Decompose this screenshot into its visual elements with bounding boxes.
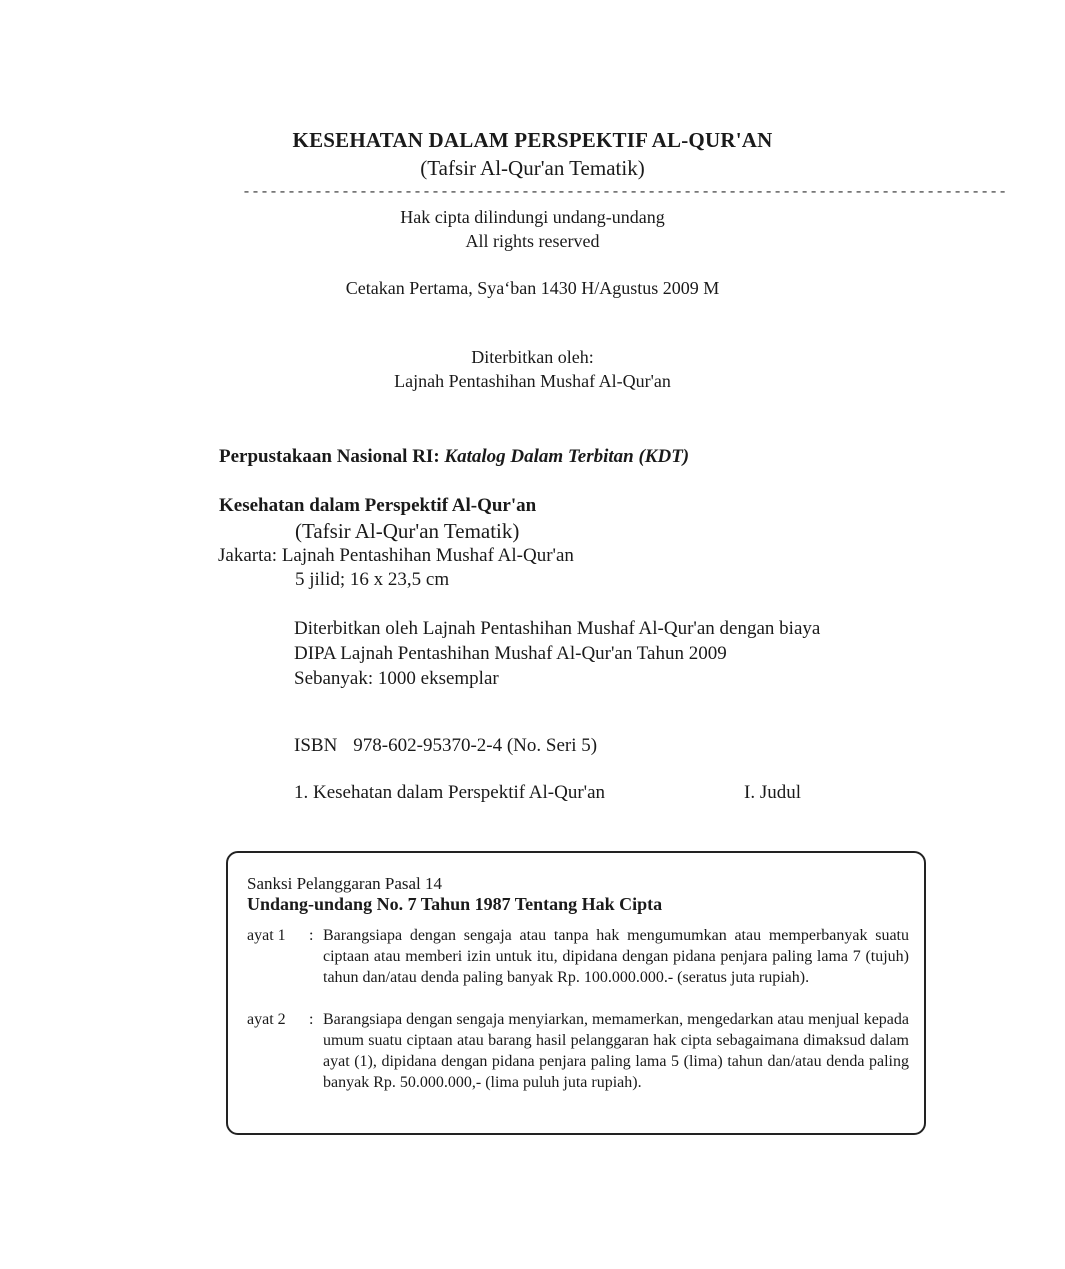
isbn-value: 978-602-95370-2-4 (No. Seri 5) xyxy=(353,735,598,756)
funding-line-3: Sebanyak: 1000 eksemplar xyxy=(294,668,499,689)
subject-title-entry: I. Judul xyxy=(744,782,801,803)
edition-info: Cetakan Pertama, Sya‘ban 1430 H/Agustus 2009 M xyxy=(345,278,720,298)
catalog-place: Jakarta: Lajnah Pentashihan Mushaf Al-Qur'an xyxy=(218,545,574,566)
catalog-title: Kesehatan dalam Perspektif Al-Qur'an xyxy=(219,495,537,516)
book-subtitle: (Tafsir Al-Qur'an Tematik) xyxy=(420,156,645,180)
sanction-law-title: Undang-undang No. 7 Tahun 1987 Tentang Hak Cipta xyxy=(247,894,663,914)
sanction-clause-2 xyxy=(247,1009,909,1093)
isbn-line xyxy=(294,735,597,757)
publisher-label: Diterbitkan oleh: xyxy=(471,347,594,367)
clause-colon: : xyxy=(309,1011,314,1028)
all-rights-reserved: All rights reserved xyxy=(465,231,600,251)
kdt-italic: Katalog Dalam Terbitan (KDT) xyxy=(444,446,690,467)
dashed-divider: ------------------------------------------------------------------------------------- xyxy=(242,184,1008,201)
clause-label: ayat 1 xyxy=(247,927,286,944)
funding-line-2: DIPA Lajnah Pentashihan Mushaf Al-Qur'an Tahun 2009 xyxy=(294,643,727,664)
catalog-size: 5 jilid; 16 x 23,5 cm xyxy=(295,569,450,590)
sanction-heading: Sanksi Pelanggaran Pasal 14 xyxy=(247,874,442,893)
funding-line-1: Diterbitkan oleh Lajnah Pentashihan Mushaf Al-Qur'an dengan biaya xyxy=(294,618,821,639)
clause-label: ayat 2 xyxy=(247,1011,286,1028)
funding-info xyxy=(294,616,820,691)
clause-text: Barangsiapa dengan sengaja atau tanpa hak mengumumkan atau memperbanyak suatu ciptaan atau memberi izin untuk itu, dipidana dengan pidana penjara paling lama 7 (tujuh) tahun dan/atau denda paling banyak Rp. 100.000.000.- (seratus juta rupiah). xyxy=(323,927,909,986)
sanction-clause-1 xyxy=(247,925,909,988)
publisher-name: Lajnah Pentashihan Mushaf Al-Qur'an xyxy=(394,371,671,391)
isbn-label: ISBN xyxy=(294,735,338,756)
subject-entry: 1. Kesehatan dalam Perspektif Al-Qur'an xyxy=(294,782,606,803)
book-title: KESEHATAN DALAM PERSPEKTIF AL-QUR'AN xyxy=(292,128,773,152)
kdt-heading xyxy=(219,446,689,468)
copyright-notice: Hak cipta dilindungi undang-undang xyxy=(400,207,665,227)
kdt-prefix: Perpustakaan Nasional RI: xyxy=(219,446,440,467)
catalog-subtitle: (Tafsir Al-Qur'an Tematik) xyxy=(295,519,520,543)
clause-text: Barangsiapa dengan sengaja menyiarkan, memamerkan, mengedarkan atau menjual kepada umum suatu ciptaan atau barang hasil pelanggaran hak cipta sebagaimana dimaksud dalam ayat (1), dipidana dengan pidana penjara paling lama 5 (lima) tahun dan/atau denda paling banyak Rp. 50.000.000,- (lima puluh juta rupiah). xyxy=(323,1011,909,1091)
sanction-box xyxy=(226,851,926,1135)
clause-colon: : xyxy=(309,927,314,944)
